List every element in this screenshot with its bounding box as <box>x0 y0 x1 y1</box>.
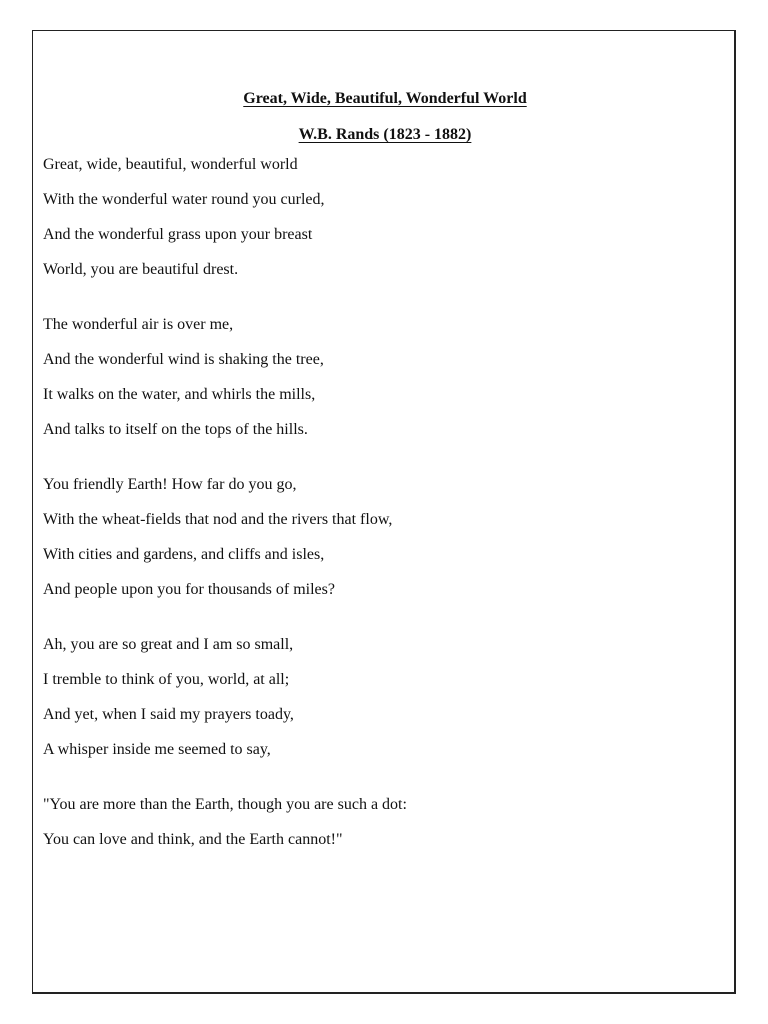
poem-line: I tremble to think of you, world, at all; <box>43 671 290 688</box>
poem-author: W.B. Rands (1823 - 1882) <box>298 126 472 143</box>
poem-line: And yet, when I said my prayers toady, <box>43 706 294 723</box>
poem-line: And the wonderful wind is shaking the tree, <box>43 351 324 368</box>
stanza-5 <box>43 795 723 850</box>
poem-line: And people upon you for thousands of miles? <box>43 581 335 598</box>
poem-line: A whisper inside me seemed to say, <box>43 741 271 758</box>
poem-line: World, you are beautiful drest. <box>43 261 239 278</box>
stanza-2 <box>43 315 723 440</box>
poem-line: And the wonderful grass upon your breast <box>43 226 313 243</box>
stanza-4 <box>43 635 723 760</box>
poem-line: With the wheat-fields that nod and the rivers that flow, <box>43 511 393 528</box>
poem-line: With cities and gardens, and cliffs and isles, <box>43 546 325 563</box>
poem-line: You can love and think, and the Earth cannot!" <box>43 831 343 848</box>
page-frame <box>32 30 736 994</box>
poem-line: With the wonderful water round you curled, <box>43 191 325 208</box>
poem-line: "You are more than the Earth, though you are such a dot: <box>43 796 407 813</box>
stanza-1 <box>43 155 723 280</box>
poem-line: It walks on the water, and whirls the mills, <box>43 386 316 403</box>
poem-line: You friendly Earth! How far do you go, <box>43 476 297 493</box>
poem-line: Great, wide, beautiful, wonderful world <box>43 156 298 173</box>
poem-body <box>43 155 723 885</box>
stanza-3 <box>43 475 723 600</box>
poem-title: Great, Wide, Beautiful, Wonderful World <box>243 90 527 107</box>
poem-line: And talks to itself on the tops of the hills. <box>43 421 308 438</box>
poem-line: The wonderful air is over me, <box>43 316 234 333</box>
poem-line: Ah, you are so great and I am so small, <box>43 636 294 653</box>
